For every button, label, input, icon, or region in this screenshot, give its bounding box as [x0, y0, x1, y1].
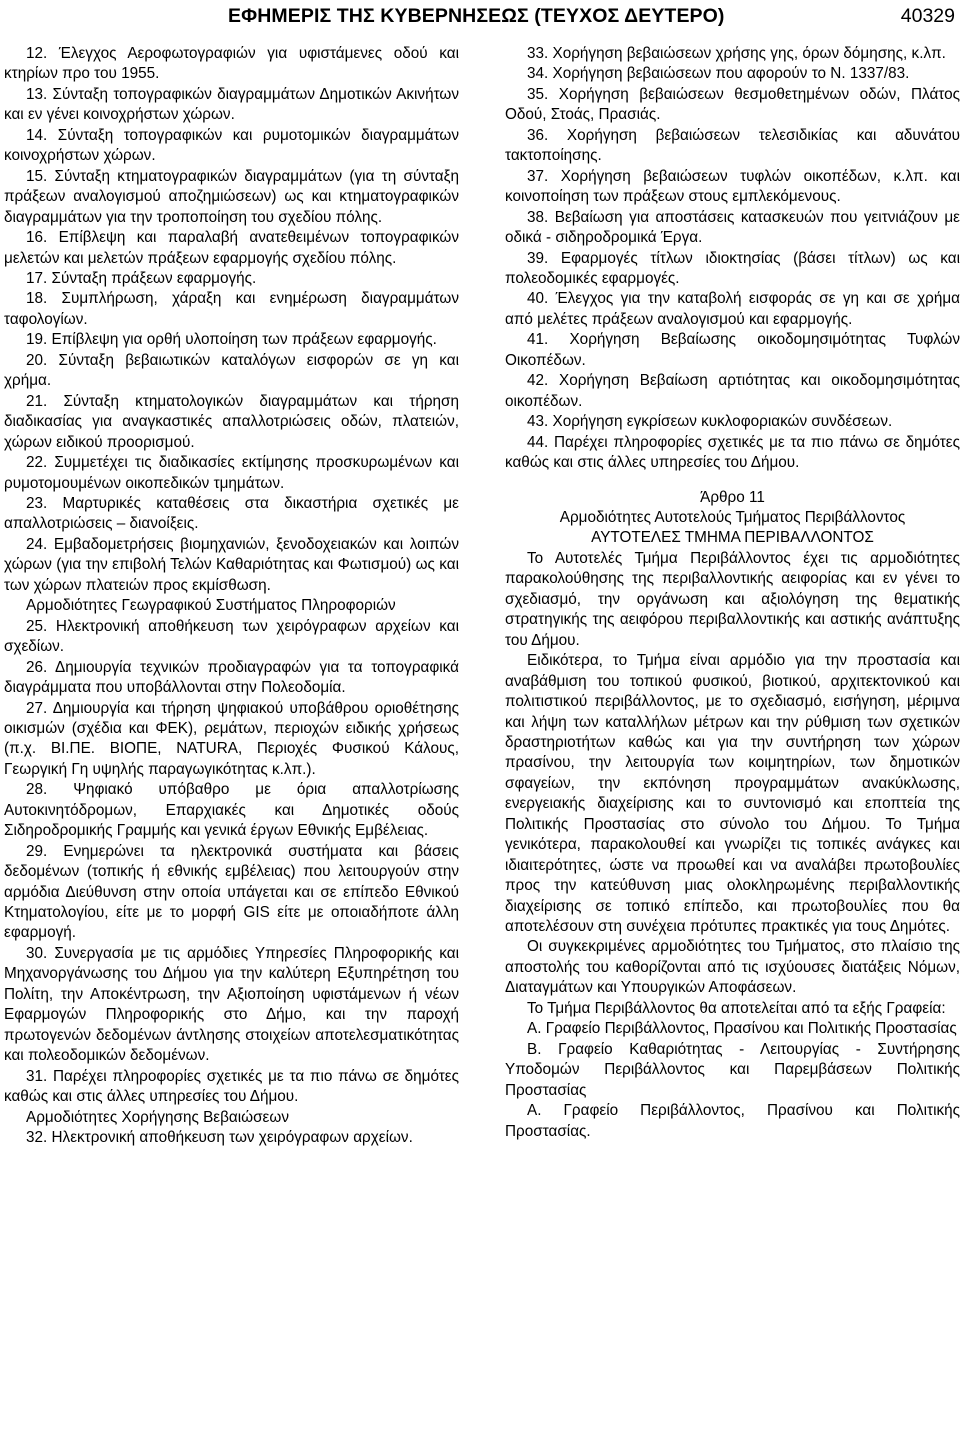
office-item: Α. Γραφείο Περιβάλλοντος, Πρασίνου και Πολιτικής Προστασίας.: [505, 1102, 960, 1140]
paragraph: 39. Εφαρμογές τίτλων ιδιοκτησίας (βάσει τίτλων) ως και πολεοδομικές εφαρμογές.: [505, 249, 960, 287]
paragraph: 27. Δημιουργία και τήρηση ψηφιακού υποβάθρου οριοθέτησης οικισμών (σχέδια και ΦΕΚ), ρεμάτων, περιοχών ειδικής χρήσεως (π.χ. ΒΙ.ΠΕ. ΒΙΟΠΕ, NATURA, Περιοχές Φυσικού Κάλους, Γεωργική Γη υψηλής παραγωγικότητας κ.λπ.).: [4, 699, 459, 778]
page-number: 40329: [900, 5, 955, 27]
page-header: [0, 0, 960, 34]
paragraph: Ειδικότερα, το Τμήμα είναι αρμόδιο για την προστασία και αναβάθμιση του τοπικού φυσικού, βιοτικού, αρχιτεκτονικού και πολιτιστικού περιβάλλοντος, με το σχεδιασμό, εισήγηση, μέριμνα και λήψη των καταλλήλων μέτρων και την ρύθμιση των σχετικών δραστηριοτήτων καθώς και για την συντήρηση των χώρων πρασίνου, την λειτουργία των κοιμητηρίων, των δημοτικών σφαγείων, την εκπόνηση προγραμμάτων ανακύκλωσης, ενεργειακής διαχείρισης και το συντονισμό και εποπτεία της Πολιτικής Προστασίας στο σύνολο του Δήμου. Το Τμήμα γενικότερα, παρακολουθεί και γνωρίζει τις τοπικές ανάγκες και ιδιαιτερότητες, ώστε να προωθεί και να αναλάβει πρωτοβουλίες προς την κατεύθυνση μιας ολοκληρωμένης περιβαλλοντικής διαχείρισης σε τοπικό επίπεδο, και πρωτοβουλίες που θα αποτελέσουν στη συνέχεια πρότυπες πρακτικές για τους Δημότες.: [505, 652, 960, 936]
paragraph: 12. Έλεγχος Αεροφωτογραφιών για υφιστάμενες οδού και κτηρίων προ του 1955.: [4, 45, 459, 83]
paragraph: 30. Συνεργασία με τις αρμόδιες Υπηρεσίες Πληροφορικής και Μηχανοργάνωσης του Δήμου για την καλύτερη Εξυπηρέτηση του Πολίτη, την Αποκέντρωση, την Αξιοποίηση υφιστάμενων ή νέων Εφαρμογών Πληροφορικής στο Δήμο, και την παροχή πρωτογενών δεδομένων άντλησης στοιχείων αποτελεσματικότητας και πολεοδομικών δεδομένων.: [4, 944, 459, 1065]
section-heading: Αρμοδιότητες Χορήγησης Βεβαιώσεων: [26, 1108, 289, 1126]
article-heading: Άρθρο 11: [700, 488, 765, 506]
unit-title: ΑΥΤΟΤΕΛΕΣ ΤΜΗΜΑ ΠΕΡΙΒΑΛΛΟΝΤΟΣ: [591, 529, 874, 547]
paragraph: 14. Σύνταξη τοπογραφικών και ρυμοτομικών διαγραμμάτων κοινοχρήστων χώρων.: [4, 126, 459, 165]
paragraph: 43. Χορήγηση εγκρίσεων κυκλοφοριακών συνδέσεων.: [527, 413, 893, 431]
paragraph: 21. Σύνταξη κτηματολογικών διαγραμμάτων και τήρηση διαδικασίας για αναγκαστικές απαλλοτριώσεις οδών, πλατειών, χώρων ειδικού προορισμού.: [4, 392, 459, 451]
paragraph: 18. Συμπλήρωση, χάραξη και ενημέρωση διαγραμμάτων ταφολογίων.: [4, 290, 459, 328]
office-item: Β. Γραφείο Καθαριότητας - Λειτουργίας - Συντήρησης Υποδομών Περιβάλλοντος και Παρεμβάσεων Πολιτικής Προστασίας: [505, 1040, 960, 1099]
right-column: [505, 44, 960, 1142]
paragraph: 20. Σύνταξη βεβαιωτικών καταλόγων εισφορών σε γη και χρήμα.: [4, 351, 459, 390]
paragraph: 35. Χορήγηση βεβαιώσεων θεσμοθετημένων οδών, Πλάτος Οδού, Στοάς, Πρασιάς.: [505, 85, 960, 124]
paragraph: 28. Ψηφιακό υπόβαθρο με όρια απαλλοτρίωσης Αυτοκινητόδρομων, Επαρχιακές και Δημοτικές οδούς Σιδηροδρομικής Γραμμής και γενικά έργων Εθνικής Εμβέλειας.: [4, 781, 459, 840]
paragraph: 15. Σύνταξη κτηματογραφικών διαγραμμάτων (για τη σύνταξη πράξεων αναλογισμού αποζημιώσεων) ως και κτηματογραφικών διαγραμμάτων για την τροποποίηση του σχεδίου πόλης.: [4, 167, 459, 226]
paragraph: 31. Παρέχει πληροφορίες σχετικές με τα πιο πάνω σε δημότες καθώς και στις άλλες υπηρεσίες του Δήμου.: [4, 1067, 459, 1106]
paragraph: 22. Συμμετέχει τις διαδικασίες εκτίμησης προσκυρωμένων και ρυμοτομουμένων οικοπεδικών τμημάτων.: [4, 454, 459, 492]
article-subheading: Αρμοδιότητες Αυτοτελούς Τμήματος Περιβάλλοντος: [559, 508, 906, 526]
paragraph: 16. Επίβλεψη και παραλαβή ανατεθειμένων τοπογραφικών μελετών και μελετών πράξεων εφαρμογής σχεδίου πόλης.: [4, 229, 459, 267]
paragraph: 24. Εμβαδομετρήσεις βιομηχανιών, ξενοδοχειακών και λοιπών χώρων (για την επιβολή Τελών Καθαριότητας και Φωτισμού) ως και των χώρων πλατειών προς εκμίσθωση.: [4, 535, 459, 594]
paragraph: 37. Χορήγηση βεβαιώσεων τυφλών οικοπέδων, κ.λπ. και κοινοποίηση των πράξεων στους εμπλεκόμενους.: [505, 167, 960, 206]
paragraph: 26. Δημιουργία τεχνικών προδιαγραφών για τα τοπογραφικά διαγράμματα που υποβάλλονται στην Πολεοδομία.: [4, 658, 459, 697]
paragraph: 40. Έλεγχος για την καταβολή εισφοράς σε γη και σε χρήμα από μελέτες πράξεων αναλογισμού και εφαρμογής.: [505, 290, 960, 328]
paragraph: 44. Παρέχει πληροφορίες σχετικές με τα πιο πάνω σε δημότες καθώς και στις άλλες υπηρεσίες του Δήμου.: [505, 433, 960, 472]
office-item: Α. Γραφείο Περιβάλλοντος, Πρασίνου και Πολιτικής Προστασίας: [527, 1020, 957, 1038]
paragraph: Οι συγκεκριμένες αρμοδιότητες του Τμήματος, στο πλαίσιο της αποστολής του καθορίζονται από τις ισχύουσες διατάξεις Νόμων, Διαταγμάτων και Υπουργικών Αποφάσεων.: [505, 938, 960, 997]
paragraph: Το Αυτοτελές Τμήμα Περιβάλλοντος έχει τις αρμοδιότητες παρακολούθησης της περιβαλλοντικής αειφορίας και εν γένει το σχεδιασμό, την οργάνωση και αξιολόγηση της θεματικής στρατηγικής της αειφόρου περιβαλλοντικής και αστικής ανάπτυξης του Δήμου.: [505, 549, 960, 649]
paragraph: 17. Σύνταξη πράξεων εφαρμογής.: [26, 269, 257, 287]
left-column: [4, 44, 459, 1148]
paragraph: 23. Μαρτυρικές καταθέσεις στα δικαστήρια σχετικές με απαλλοτριώσεις – διανοίξεις.: [4, 494, 459, 533]
paragraph: 25. Ηλεκτρονική αποθήκευση των χειρόγραφων αρχείων και σχεδίων.: [4, 617, 459, 656]
paragraph: 19. Επίβλεψη για ορθή υλοποίηση των πράξεων εφαρμογής.: [26, 331, 437, 349]
gazette-title: ΕΦΗΜΕΡΙΣ ΤΗΣ ΚΥΒΕΡΝΗΣΕΩΣ (ΤΕΥΧΟΣ ΔΕΥΤΕΡΟ): [228, 5, 725, 27]
paragraph: Το Τμήμα Περιβάλλοντος θα αποτελείται από τα εξής Γραφεία:: [527, 999, 946, 1017]
paragraph: 41. Χορήγηση Βεβαίωσης οικοδομησιμότητας Τυφλών Οικοπέδων.: [505, 331, 960, 369]
section-heading: Αρμοδιότητες Γεωγραφικού Συστήματος Πληροφοριών: [26, 597, 396, 615]
paragraph: 34. Χορήγηση βεβαιώσεων που αφορούν το Ν. 1337/83.: [527, 65, 910, 83]
paragraph: 29. Ενημερώνει τα ηλεκτρονικά συστήματα και βάσεις δεδομένων (τοπικής ή εθνικής εμβέλειας) που λειτουργούν στην αρμόδια Διεύθυνση στην οποία υπάγεται και σε επίπεδο Εθνικού Κτηματολογίου, είτε με το μορφή GIS είτε με οποιαδήποτε άλλη εφαρμογή.: [4, 842, 459, 942]
paragraph: 13. Σύνταξη τοπογραφικών διαγραμμάτων Δημοτικών Ακινήτων και εν γένει κοινοχρήστων χώρων.: [4, 85, 459, 124]
paragraph: 42. Χορήγηση Βεβαίωση αρτιότητας και οικοδομησιμότητας οικοπέδων.: [505, 372, 960, 410]
paragraph: 36. Χορήγηση βεβαιώσεων τελεσιδικίας και αδυνάτου τακτοποίησης.: [505, 126, 960, 165]
paragraph: 32. Ηλεκτρονική αποθήκευση των χειρόγραφων αρχείων.: [26, 1129, 413, 1147]
paragraph: 33. Χορήγηση βεβαιώσεων χρήσης γης, όρων δόμησης, κ.λπ.: [527, 45, 946, 62]
paragraph: 38. Βεβαίωση για αποστάσεις κατασκευών που γειτνιάζουν με οδικά - σιδηροδρομικά Έργα.: [505, 208, 960, 247]
